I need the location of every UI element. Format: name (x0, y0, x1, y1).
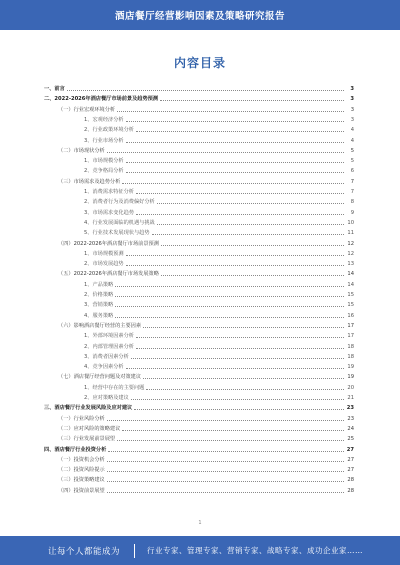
toc-dot-leader (108, 451, 344, 452)
toc-entry[interactable] (44, 362, 354, 370)
toc-entry[interactable] (44, 321, 354, 329)
toc-dot-leader (146, 389, 344, 390)
toc-entry-title: （五）2022-2026年酒店餐厅市场发展策略 (58, 271, 159, 278)
toc-entry[interactable] (44, 372, 354, 380)
toc-entry[interactable] (44, 331, 354, 339)
toc-entry-title: 二、2022-2026年酒店餐厅市场前景及趋势预测 (44, 96, 159, 103)
report-title: 酒店餐厅经营影响因素及策略研究报告 (114, 11, 285, 22)
toc-dot-leader (107, 461, 344, 462)
toc-dot-leader (126, 142, 344, 143)
toc-dot-leader (117, 111, 344, 112)
toc-entry-title: 2、消费者行为及消费偏好分析 (84, 199, 155, 206)
toc-entry[interactable] (44, 486, 354, 494)
toc-dot-leader (157, 203, 344, 204)
toc-entry-page: 16 (347, 312, 354, 319)
toc-dot-leader (161, 245, 344, 246)
toc-entry[interactable] (44, 352, 354, 360)
toc-entry[interactable] (44, 465, 354, 473)
toc-dot-leader (136, 337, 344, 338)
toc-entry[interactable] (44, 84, 354, 92)
toc-entry[interactable] (44, 105, 354, 113)
toc-dot-leader (136, 193, 344, 194)
toc-entry[interactable] (44, 269, 354, 277)
toc-entry-page: 12 (347, 250, 354, 257)
toc-entry-title: 1、消费需求特征分析 (84, 189, 134, 195)
toc-dot-leader (126, 162, 344, 163)
toc-entry-title: 1、产品策略 (84, 281, 114, 288)
toc-entry-page: 27 (347, 456, 354, 463)
toc-dot-leader (126, 172, 344, 173)
toc-entry-page: 23 (346, 405, 354, 412)
toc-entry-title: （一）行业风险分析 (58, 415, 105, 422)
table-of-contents (44, 84, 354, 514)
toc-entry-title: （二）市场现状分析 (58, 147, 105, 154)
header-banner (0, 0, 400, 30)
toc-entry-title: 2、内部管理因素分析 (84, 343, 134, 350)
toc-entry-page: 24 (347, 425, 354, 432)
toc-entry-page: 3 (350, 96, 354, 103)
toc-dot-leader (115, 286, 344, 287)
toc-entry[interactable] (44, 94, 354, 102)
toc-entry[interactable] (44, 146, 354, 154)
toc-dot-leader (134, 409, 344, 410)
toc-entry-page: 27 (347, 467, 354, 474)
toc-entry-page: 17 (347, 333, 354, 340)
toc-entry[interactable] (44, 414, 354, 422)
toc-entry-page: 18 (347, 343, 354, 350)
toc-entry-title: 三、酒店餐厅行业发展风险及应对建议 (44, 405, 133, 412)
toc-entry-page: 15 (347, 292, 354, 298)
toc-entry[interactable] (44, 239, 354, 247)
toc-dot-leader (115, 296, 344, 297)
footer-slogan: 让每个人都能成为 (48, 546, 121, 557)
toc-entry[interactable] (44, 249, 354, 257)
toc-entry[interactable] (44, 342, 354, 350)
toc-dot-leader (117, 440, 344, 441)
toc-dot-leader (107, 152, 344, 153)
toc-entry-page: 14 (347, 281, 354, 288)
toc-entry-title: （六）影响酒店餐厅经营的主要因素 (58, 322, 142, 329)
toc-entry[interactable] (44, 403, 354, 411)
toc-entry-title: （一）投资机会分析 (58, 456, 105, 463)
toc-entry-page: 20 (347, 384, 354, 391)
toc-entry-page: 5 (350, 147, 354, 154)
toc-entry[interactable] (44, 208, 354, 216)
toc-entry[interactable] (44, 125, 354, 133)
toc-dot-leader (126, 368, 344, 369)
toc-entry[interactable] (44, 475, 354, 483)
toc-entry-page: 15 (347, 302, 354, 309)
toc-entry[interactable] (44, 136, 354, 144)
toc-entry-page: 19 (347, 364, 354, 371)
toc-dot-leader (115, 317, 344, 318)
toc-entry-title: 4、服务策略 (84, 312, 114, 319)
toc-entry-title: 2、应对策略及建议 (84, 395, 129, 401)
toc-heading: 内容目录 (173, 56, 226, 70)
toc-entry-page: 25 (347, 436, 354, 443)
toc-entry-page: 7 (350, 178, 354, 185)
toc-entry[interactable] (44, 280, 354, 288)
toc-dot-leader (136, 131, 344, 132)
toc-entry-page: 4 (350, 127, 354, 134)
toc-entry-title: 2、竞争格局分析 (84, 168, 124, 175)
toc-dot-leader (126, 121, 344, 122)
toc-entry[interactable] (44, 156, 354, 164)
toc-entry-page: 19 (347, 374, 354, 381)
toc-entry-title: （四）2022-2026年酒店餐厅市场前景预测 (58, 240, 159, 247)
toc-entry-page: 10 (347, 219, 354, 226)
toc-entry-title: 3、营销策略 (84, 302, 114, 309)
toc-dot-leader (136, 214, 344, 215)
toc-entry-title: 1、经营中存在的主要问题 (84, 384, 145, 391)
toc-dot-leader (161, 275, 344, 276)
toc-entry[interactable] (44, 455, 354, 463)
toc-entry-title: （一）行业宏观环境分析 (58, 106, 116, 113)
toc-entry[interactable] (44, 311, 354, 319)
toc-entry-page: 6 (350, 168, 354, 175)
toc-dot-leader (107, 471, 344, 472)
toc-entry-title: 1、外部环境因素分析 (84, 333, 134, 340)
toc-entry[interactable] (44, 434, 354, 442)
toc-entry-page: 3 (350, 106, 354, 113)
toc-entry-page: 3 (350, 86, 354, 92)
toc-entry-page: 11 (347, 230, 354, 237)
toc-entry[interactable] (44, 166, 354, 174)
toc-dot-leader (131, 358, 344, 359)
footer-divider (134, 544, 135, 558)
toc-dot-leader (157, 224, 344, 225)
footer-banner (0, 536, 400, 565)
toc-entry-page: 27 (346, 446, 354, 453)
toc-entry[interactable] (44, 445, 354, 453)
toc-dot-leader (126, 265, 344, 266)
toc-dot-leader (152, 234, 344, 235)
toc-entry-title: 4、行业发展面临的机遇与挑战 (84, 219, 155, 226)
toc-entry-page: 21 (347, 395, 354, 401)
toc-entry-title: （二）投资风险提示 (58, 467, 105, 474)
toc-entry-title: （三）行业发展前景展望 (58, 436, 116, 443)
toc-entry[interactable] (44, 290, 354, 298)
toc-entry-title: 2、市场发展趋势 (84, 261, 124, 268)
toc-dot-leader (115, 306, 344, 307)
toc-entry[interactable] (44, 177, 354, 185)
page-number: 1 (198, 520, 202, 526)
toc-entry-page: 12 (347, 240, 354, 247)
toc-entry-title: 四、酒店餐厅行业投资分析 (44, 446, 107, 453)
toc-entry-title: 1、市场规模分析 (84, 158, 124, 165)
toc-entry-page: 14 (347, 271, 354, 278)
toc-entry-page: 8 (350, 199, 354, 206)
toc-dot-leader (107, 481, 344, 482)
toc-entry-title: 3、市场需求变化趋势 (84, 209, 134, 216)
toc-entry-title: 一、前言 (44, 86, 65, 92)
toc-entry-page: 18 (347, 353, 354, 360)
toc-entry-page: 28 (347, 487, 354, 494)
toc-entry-page: 7 (350, 189, 354, 195)
toc-entry[interactable] (44, 218, 354, 226)
toc-entry[interactable] (44, 300, 354, 308)
toc-entry[interactable] (44, 259, 354, 267)
toc-dot-leader (143, 327, 344, 328)
toc-entry-page: 5 (350, 158, 354, 165)
toc-entry[interactable] (44, 393, 354, 401)
toc-entry-title: （三）投资策略建议 (58, 477, 105, 484)
toc-dot-leader (107, 492, 344, 493)
toc-entry-title: 3、行业市场分析 (84, 137, 124, 144)
toc-entry[interactable] (44, 228, 354, 236)
footer-tagline: 行业专家、管理专家、营销专家、战略专家、成功企业家…… (147, 546, 364, 555)
toc-entry-title: （二）应对风险的策略建议 (58, 425, 121, 432)
toc-dot-leader (136, 348, 344, 349)
toc-entry-page: 23 (347, 415, 354, 422)
toc-dot-leader (107, 420, 344, 421)
toc-dot-leader (126, 255, 344, 256)
toc-entry-title: 1、宏观经济分析 (84, 116, 124, 123)
toc-entry-page: 3 (350, 116, 354, 123)
toc-entry[interactable] (44, 424, 354, 432)
toc-entry-page: 28 (347, 477, 354, 484)
toc-entry-title: （七）酒店餐厅经营问题及对策建议 (58, 374, 142, 381)
toc-entry-page: 17 (347, 322, 354, 329)
toc-entry[interactable] (44, 187, 354, 195)
toc-entry-page: 13 (347, 261, 354, 268)
toc-dot-leader (143, 378, 344, 379)
toc-entry-title: （四）投资前景展望 (58, 487, 105, 494)
toc-entry-title: 3、消费者因素分析 (84, 353, 129, 360)
toc-entry-title: 2、价格策略 (84, 292, 114, 298)
toc-entry[interactable] (44, 197, 354, 205)
toc-dot-leader (67, 90, 344, 91)
toc-entry-page: 9 (350, 209, 354, 216)
toc-entry-title: 1、市场规模预测 (84, 250, 124, 257)
toc-dot-leader (160, 100, 344, 101)
toc-entry-title: 4、竞争因素分析 (84, 364, 124, 371)
toc-entry[interactable] (44, 383, 354, 391)
toc-dot-leader (131, 399, 344, 400)
toc-entry-page: 4 (350, 137, 354, 144)
toc-entry-title: 5、行业技术发展现状与趋势 (84, 230, 150, 237)
toc-entry-title: （三）市场需求及趋势分析 (58, 178, 121, 185)
toc-dot-leader (122, 183, 344, 184)
toc-entry[interactable] (44, 115, 354, 123)
toc-entry-title: 2、行业政策环境分析 (84, 127, 134, 134)
toc-dot-leader (122, 430, 344, 431)
